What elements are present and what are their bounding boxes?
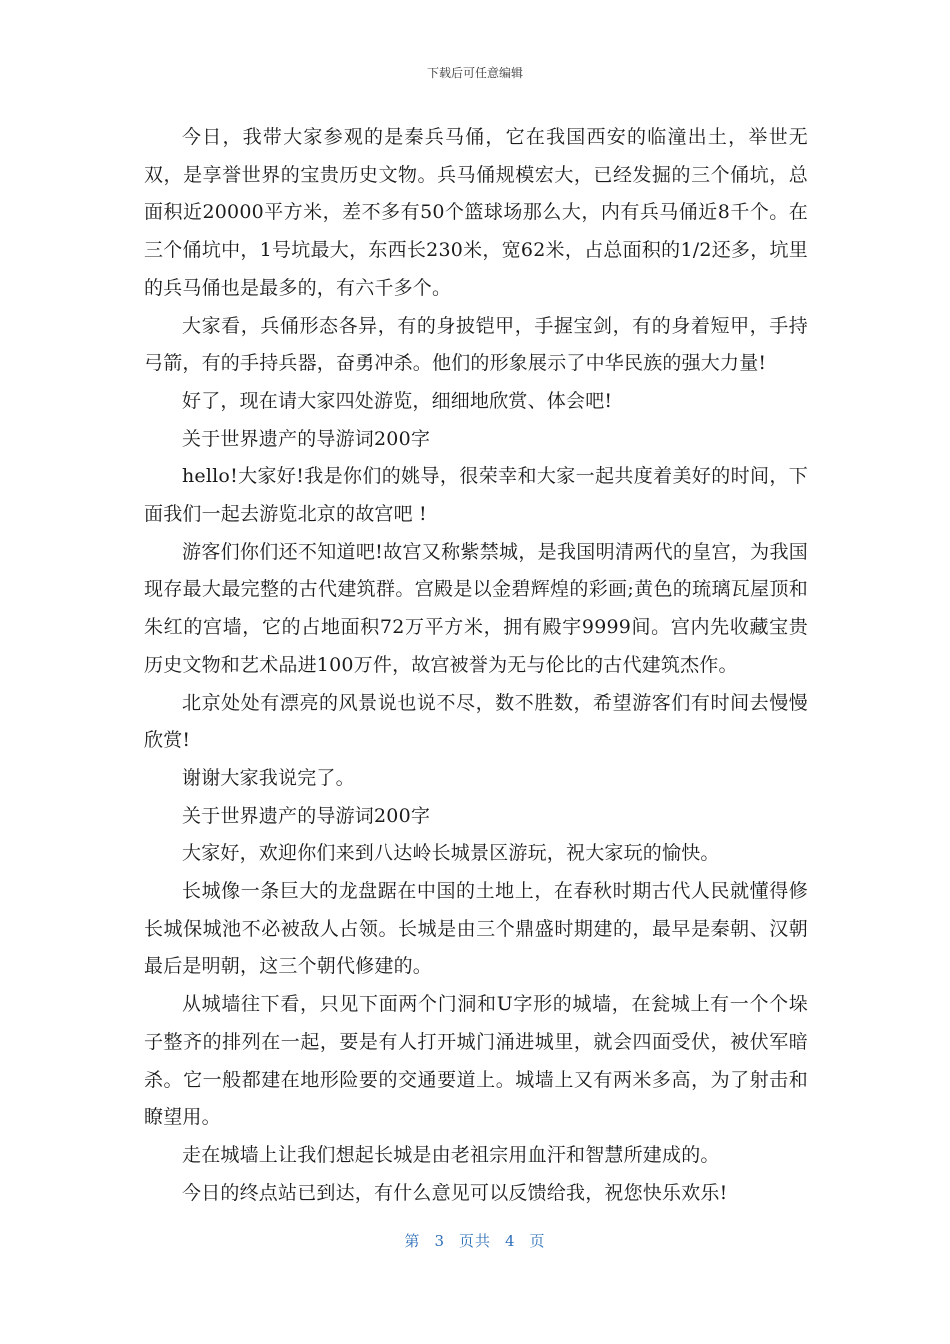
page-header: 下载后可任意编辑 <box>426 66 523 80</box>
paragraph-forbidden-city-description: 游客们你们还不知道吧!故宫又称紫禁城，是我国明清两代的皇宫，为我国现存最大最完整的古代建筑群。宫殿是以金碧辉煌的彩画;黄色的琉璃瓦屋顶和朱红的宫墙，它的占地面积72万平方米，拥有殿宇9999间。宫内先收藏宝贵历史文物和艺术品进100万件，故宫被誉为无与伦比的古代建筑杰作。 <box>144 540 808 676</box>
paragraph-forbidden-city-thanks: 谢谢大家我说完了。 <box>182 766 355 789</box>
footer-prefix: 第 <box>404 1232 421 1250</box>
paragraph-terracotta-intro: 今日，我带大家参观的是秦兵马俑，它在我国西安的临潼出土，举世无双，是享誉世界的宝贵历史文物。兵马俑规模宏大，已经发掘的三个俑坑，总面积近20000平方米，差不多有50个篮球场那么大，内有兵马俑近8千个。在三个俑坑中，1号坑最大，东西长230米，宽62米，占总面积的1/2还多，坑里的兵马俑也是最多的，有六千多个。 <box>144 126 808 299</box>
section-title-forbidden-city: 关于世界遗产的导游词200字 <box>182 427 431 450</box>
footer-current-page: 3 <box>434 1232 445 1250</box>
paragraph-forbidden-city-greeting: hello!大家好!我是你们的姚导，很荣幸和大家一起共度着美好的时间，下面我们一起去游览北京的故宫吧 ! <box>144 465 808 526</box>
footer-total-pages: 4 <box>505 1232 516 1250</box>
paragraph-great-wall-history: 长城像一条巨大的龙盘踞在中国的土地上，在春秋时期古代人民就懂得修长城保城池不必被敌人占领。长城是由三个鼎盛时期建的，最早是秦朝、汉朝最后是明朝，这三个朝代修建的。 <box>144 880 808 978</box>
footer-middle: 页共 <box>458 1232 491 1250</box>
section-title-great-wall: 关于世界遗产的导游词200字 <box>182 804 431 827</box>
paragraph-great-wall-structure: 从城墙往下看，只见下面两个门洞和U字形的城墙，在瓮城上有一个个垛子整齐的排列在一起，要是有人打开城门涌进城里，就会四面受伏，被伏军暗杀。它一般都建在地形险要的交通要道上。城墙上又有两米多高，为了射击和瞭望用。 <box>144 993 808 1129</box>
paragraph-great-wall-reflection: 走在城墙上让我们想起长城是由老祖宗用血汗和智慧所建成的。 <box>182 1143 720 1166</box>
paragraph-great-wall-farewell: 今日的终点站已到达，有什么意见可以反馈给我，祝您快乐欢乐! <box>182 1181 728 1204</box>
paragraph-terracotta-figures: 大家看，兵俑形态各异，有的身披铠甲，手握宝剑，有的身着短甲，手持弓箭，有的手持兵器，奋勇冲杀。他们的形象展示了中华民族的强大力量! <box>144 314 808 375</box>
page-footer <box>0 1230 950 1251</box>
document-body <box>144 119 808 1212</box>
footer-suffix: 页 <box>529 1232 546 1250</box>
paragraph-terracotta-closing: 好了，现在请大家四处游览，细细地欣赏、体会吧! <box>182 389 613 412</box>
paragraph-great-wall-welcome: 大家好，欢迎你们来到八达岭长城景区游玩，祝大家玩的愉快。 <box>182 842 720 865</box>
paragraph-beijing-scenery: 北京处处有漂亮的风景说也说不尽，数不胜数，希望游客们有时间去慢慢欣赏! <box>144 691 808 752</box>
